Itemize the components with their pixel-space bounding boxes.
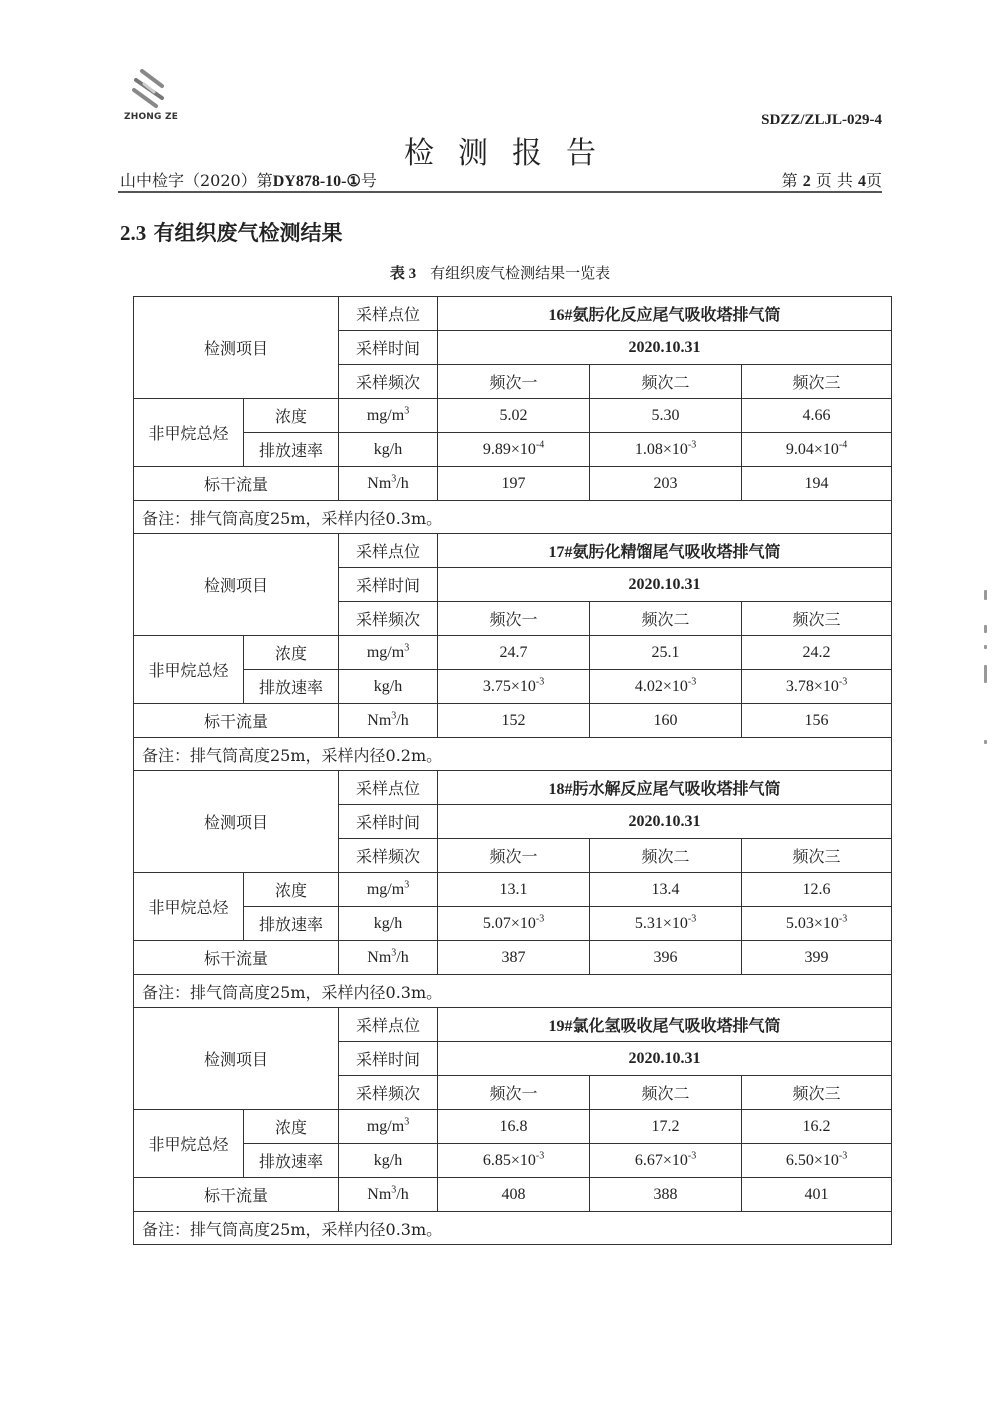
freq-1: 频次一 [438, 365, 590, 399]
results-table [133, 296, 892, 1245]
zhongze-logo-icon [132, 68, 172, 110]
row-flow [134, 704, 892, 738]
sampling-date-value: 2020.10.31 [438, 1042, 892, 1076]
conc-unit: $mg/m^3$ [339, 636, 438, 670]
row-concentration [134, 873, 892, 907]
conc-value: 25.1 [590, 636, 742, 670]
row-sampling-point [134, 534, 892, 568]
row-sampling-point [134, 1008, 892, 1042]
rate-value: $3.78\times 10^{-3}$ [742, 670, 892, 704]
conc-unit: $mg/m^3$ [339, 873, 438, 907]
conc-value: 16.2 [742, 1110, 892, 1144]
item-header: 检测项目 [134, 534, 339, 636]
conc-value: 16.8 [438, 1110, 590, 1144]
sampling-date-value: 2020.10.31 [438, 805, 892, 839]
flow-value: 401 [742, 1178, 892, 1212]
flow-value: 387 [438, 941, 590, 975]
rate-value: $5.31\times 10^{-3}$ [590, 907, 742, 941]
time-label: 采样时间 [339, 331, 438, 365]
item-header: 检测项目 [134, 1008, 339, 1110]
rate-value: $1.08\times 10^{-3}$ [590, 433, 742, 467]
conc-value: 5.02 [438, 399, 590, 433]
freq-label: 采样频次 [339, 365, 438, 399]
rate-unit: kg/h [339, 907, 438, 941]
freq-3: 频次三 [742, 365, 892, 399]
row-sampling-point [134, 771, 892, 805]
conc-value: 4.66 [742, 399, 892, 433]
freq-2: 频次二 [590, 1076, 742, 1110]
point-label: 采样点位 [339, 771, 438, 805]
time-label: 采样时间 [339, 805, 438, 839]
rate-value: $5.03\times 10^{-3}$ [742, 907, 892, 941]
freq-1: 频次一 [438, 602, 590, 636]
row-note [134, 975, 892, 1008]
freq-1: 频次一 [438, 1076, 590, 1110]
conc-label: 浓度 [244, 1110, 339, 1144]
row-flow [134, 467, 892, 501]
freq-1: 频次一 [438, 839, 590, 873]
rate-value: $9.89\times 10^{-4}$ [438, 433, 590, 467]
row-sampling-point [134, 297, 892, 331]
remark-note: 备注：排气筒高度25m，采样内径0.2m。 [134, 738, 892, 771]
flow-value: 203 [590, 467, 742, 501]
flow-value: 160 [590, 704, 742, 738]
section-heading: 2.3 有组织废气检测结果 [120, 220, 343, 245]
flow-value: 388 [590, 1178, 742, 1212]
flow-value: 156 [742, 704, 892, 738]
report-number: 山中检字（2020）第DY878-10-①号 [120, 171, 377, 190]
conc-value: 24.2 [742, 636, 892, 670]
remark-note: 备注：排气筒高度25m，采样内径0.3m。 [134, 975, 892, 1008]
point-label: 采样点位 [339, 1008, 438, 1042]
row-note [134, 1212, 892, 1245]
time-label: 采样时间 [339, 1042, 438, 1076]
rate-value: $5.07\times 10^{-3}$ [438, 907, 590, 941]
flow-value: 396 [590, 941, 742, 975]
sampling-date-value: 2020.10.31 [438, 331, 892, 365]
time-label: 采样时间 [339, 568, 438, 602]
conc-unit: $mg/m^3$ [339, 399, 438, 433]
sampling-point-value: 17#氨肟化精馏尾气吸收塔排气筒 [438, 534, 892, 568]
flow-unit: Nm$^3$/h [339, 704, 438, 738]
conc-value: 5.30 [590, 399, 742, 433]
document-code: SDZZ/ZLJL-029-4 [761, 112, 882, 128]
remark-note: 备注：排气筒高度25m，采样内径0.3m。 [134, 1212, 892, 1245]
sampling-point-value: 16#氨肟化反应尾气吸收塔排气筒 [438, 297, 892, 331]
row-emission-rate [134, 433, 892, 467]
row-note [134, 738, 892, 771]
freq-2: 频次二 [590, 839, 742, 873]
rate-unit: kg/h [339, 670, 438, 704]
conc-value: 24.7 [438, 636, 590, 670]
freq-3: 频次三 [742, 1076, 892, 1110]
flow-value: 194 [742, 467, 892, 501]
pollutant-name: 非甲烷总烃 [134, 399, 244, 467]
rate-label: 排放速率 [244, 907, 339, 941]
flow-unit: Nm$^3$/h [339, 1178, 438, 1212]
freq-3: 频次三 [742, 602, 892, 636]
document-title: 检测报告 [404, 136, 620, 171]
flow-label: 标干流量 [134, 467, 339, 501]
freq-2: 频次二 [590, 365, 742, 399]
row-note [134, 501, 892, 534]
conc-value: 13.4 [590, 873, 742, 907]
row-flow [134, 941, 892, 975]
flow-unit: Nm$^3$/h [339, 941, 438, 975]
rate-unit: kg/h [339, 1144, 438, 1178]
remark-note: 备注：排气筒高度25m，采样内径0.3m。 [134, 501, 892, 534]
item-header: 检测项目 [134, 297, 339, 399]
freq-label: 采样频次 [339, 839, 438, 873]
rate-label: 排放速率 [244, 433, 339, 467]
rate-value: $6.67\times 10^{-3}$ [590, 1144, 742, 1178]
row-emission-rate [134, 907, 892, 941]
conc-value: 13.1 [438, 873, 590, 907]
flow-label: 标干流量 [134, 704, 339, 738]
rate-label: 排放速率 [244, 1144, 339, 1178]
sampling-date-value: 2020.10.31 [438, 568, 892, 602]
row-concentration [134, 1110, 892, 1144]
rate-value: $6.85\times 10^{-3}$ [438, 1144, 590, 1178]
flow-unit: Nm$^3$/h [339, 467, 438, 501]
flow-value: 408 [438, 1178, 590, 1212]
row-flow [134, 1178, 892, 1212]
pollutant-name: 非甲烷总烃 [134, 1110, 244, 1178]
row-emission-rate [134, 1144, 892, 1178]
sampling-point-value: 18#肟水解反应尾气吸收塔排气筒 [438, 771, 892, 805]
point-label: 采样点位 [339, 534, 438, 568]
flow-value: 152 [438, 704, 590, 738]
flow-value: 399 [742, 941, 892, 975]
row-concentration [134, 636, 892, 670]
conc-label: 浓度 [244, 873, 339, 907]
rate-label: 排放速率 [244, 670, 339, 704]
rate-value: $3.75\times 10^{-3}$ [438, 670, 590, 704]
rate-value: $4.02\times 10^{-3}$ [590, 670, 742, 704]
freq-3: 频次三 [742, 839, 892, 873]
logo-text: ZHONG ZE [124, 112, 179, 122]
item-header: 检测项目 [134, 771, 339, 873]
freq-2: 频次二 [590, 602, 742, 636]
flow-value: 197 [438, 467, 590, 501]
pollutant-name: 非甲烷总烃 [134, 873, 244, 941]
flow-label: 标干流量 [134, 1178, 339, 1212]
point-label: 采样点位 [339, 297, 438, 331]
row-concentration [134, 399, 892, 433]
header-divider [118, 191, 882, 193]
pollutant-name: 非甲烷总烃 [134, 636, 244, 704]
conc-label: 浓度 [244, 399, 339, 433]
rate-value: $9.04\times 10^{-4}$ [742, 433, 892, 467]
rate-value: $6.50\times 10^{-3}$ [742, 1144, 892, 1178]
rate-unit: kg/h [339, 433, 438, 467]
conc-label: 浓度 [244, 636, 339, 670]
freq-label: 采样频次 [339, 1076, 438, 1110]
conc-unit: $mg/m^3$ [339, 1110, 438, 1144]
conc-value: 17.2 [590, 1110, 742, 1144]
page-indicator: 第 2 页 共 4页 [781, 171, 882, 190]
table-caption: 表 3 有组织废气检测结果一览表 [389, 264, 611, 282]
freq-label: 采样频次 [339, 602, 438, 636]
company-logo [118, 68, 188, 130]
row-emission-rate [134, 670, 892, 704]
flow-label: 标干流量 [134, 941, 339, 975]
conc-value: 12.6 [742, 873, 892, 907]
sampling-point-value: 19#氯化氢吸收尾气吸收塔排气筒 [438, 1008, 892, 1042]
